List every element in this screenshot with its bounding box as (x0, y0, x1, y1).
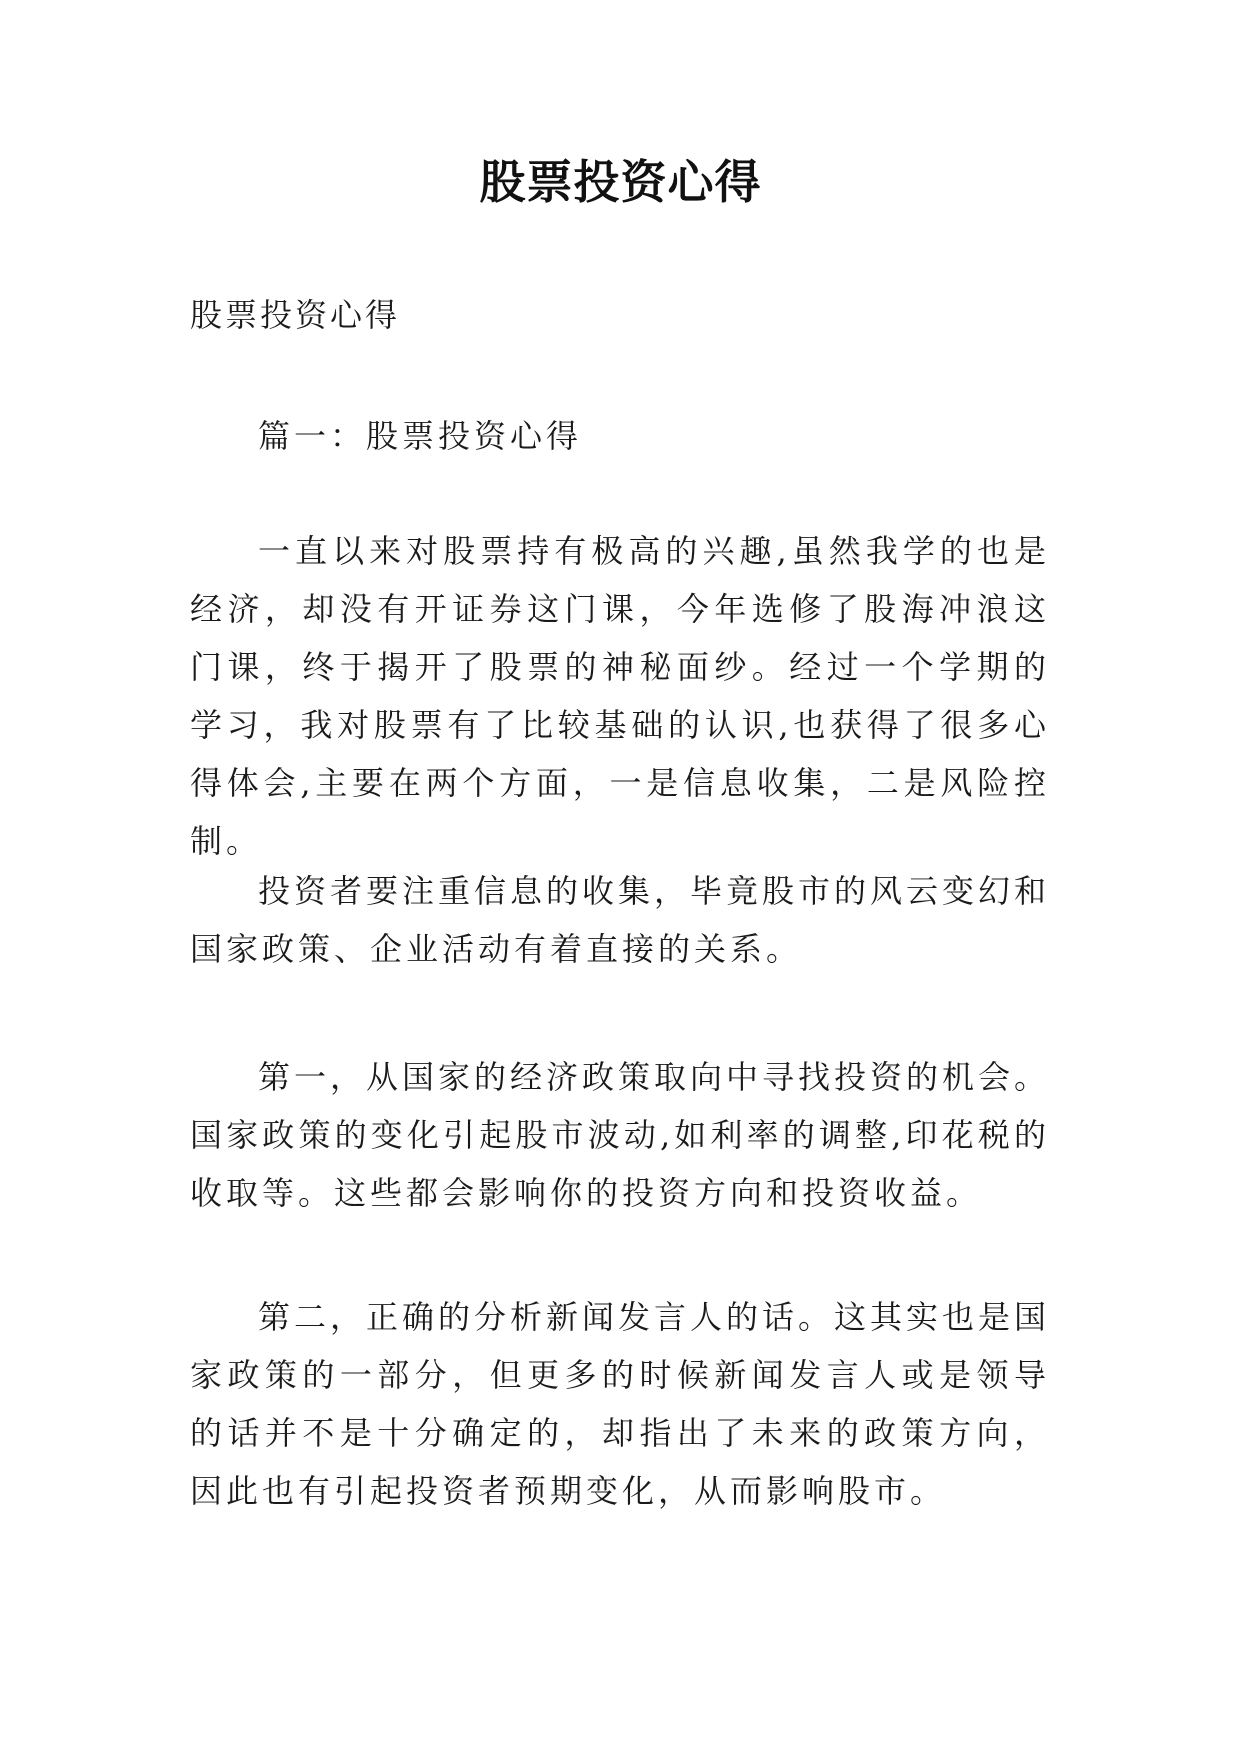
document-title: 股票投资心得 (479, 155, 762, 209)
section-heading: 篇一：股票投资心得 (258, 417, 583, 455)
paragraph-2: 投资者要注重信息的收集，毕竟股市的风云变幻和国家政策、企业活动有着直接的关系。 (190, 872, 1051, 968)
paragraph-1: 一直以来对股票持有极高的兴趣,虽然我学的也是经济，却没有开证券这门课，今年选修了股海冲浪这门课，终于揭开了股票的神秘面纱。经过一个学期的学习，我对股票有了比较基础的认识,也获得了很多心得体会,主要在两个方面，一是信息收集，二是风险控制。 (190, 532, 1050, 860)
document-subtitle: 股票投资心得 (190, 296, 401, 334)
paragraph-3: 第一，从国家的经济政策取向中寻找投资的机会。国家政策的变化引起股市波动,如利率的调整,印花税的收取等。这些都会影响你的投资方向和投资收益。 (190, 1058, 1051, 1212)
paragraph-4: 第二，正确的分析新闻发言人的话。这其实也是国家政策的一部分，但更多的时候新闻发言人或是领导的话并不是十分确定的，却指出了未来的政策方向，因此也有引起投资者预期变化，从而影响股市。 (190, 1298, 1051, 1510)
